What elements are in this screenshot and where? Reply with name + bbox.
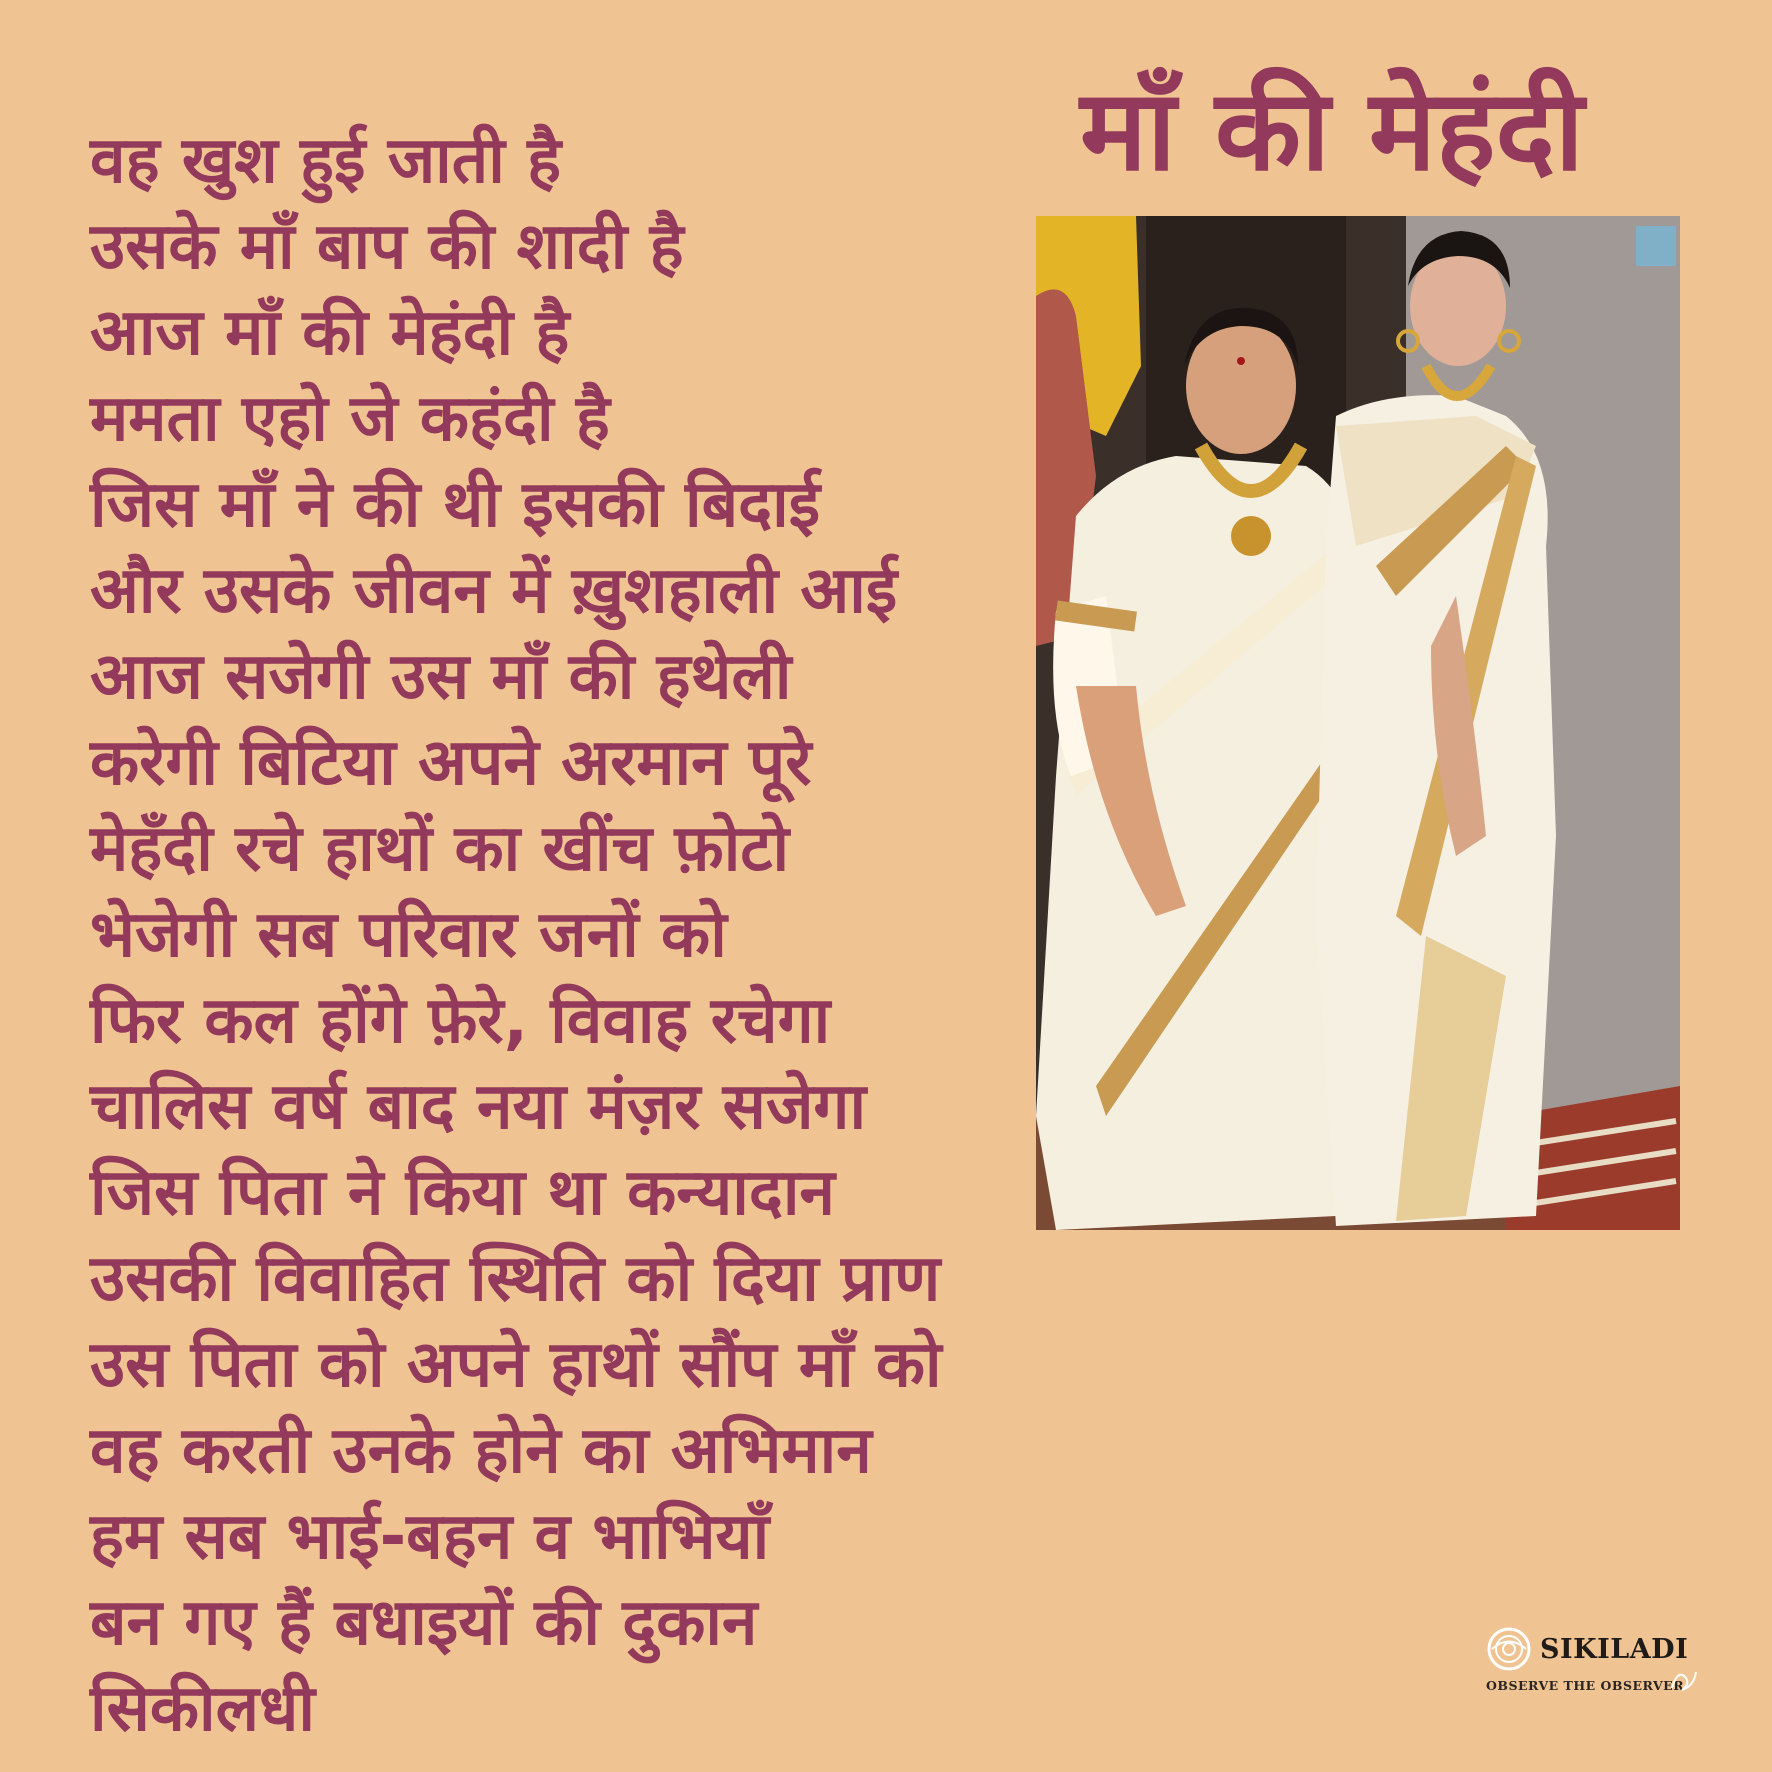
- photo-illustration: [1036, 216, 1680, 1230]
- signature-mark-icon: [1668, 1664, 1700, 1696]
- eye-logo-icon: [1486, 1626, 1532, 1672]
- poem-line: उसकी विवाहित स्थिति को दिया प्राण: [90, 1242, 941, 1316]
- poem-line: जिस पिता ने किया था कन्यादान: [90, 1156, 835, 1230]
- poem-line: फिर कल होंगे फ़ेरे, विवाह रचेगा: [90, 984, 831, 1058]
- photo-mother-daughter: [1036, 216, 1680, 1230]
- poem-line: बन गए हैं बधाइयों की दुकान: [90, 1586, 758, 1660]
- poem-line: चालिस वर्ष बाद नया मंज़र सजेगा: [90, 1070, 867, 1144]
- poem-lines: [90, 118, 942, 1752]
- poem-line: करेगी बिटिया अपने अरमान पूरे: [90, 726, 812, 800]
- poem-line: आज माँ की मेहंदी है: [90, 296, 570, 370]
- poem-line: जिस माँ ने की थी इसकी बिदाई: [90, 468, 821, 542]
- poem-line: भेजेगी सब परिवार जनों को: [90, 898, 727, 972]
- poem-line: ममता एहो जे कहंदी है: [90, 382, 610, 456]
- sikiladi-logo: [1486, 1626, 1706, 1706]
- poem-line: उस पिता को अपने हाथों सौंप माँ को: [90, 1328, 942, 1402]
- poem-line: सिकीलधी: [90, 1672, 315, 1746]
- logo-name: SIKILADI: [1540, 1634, 1689, 1665]
- poem-line: वह खुश हुई जाती है: [90, 124, 562, 198]
- poem-line: और उसके जीवन में ख़ुशहाली आई: [90, 554, 898, 628]
- logo-tagline: OBSERVE THE OBSERVER: [1486, 1678, 1685, 1693]
- poem-line: हम सब भाई-बहन व भाभियाँ: [90, 1500, 770, 1574]
- poem-title: माँ की मेहंदी: [1080, 66, 1584, 196]
- poem-line: वह करती उनके होने का अभिमान: [90, 1414, 872, 1488]
- poem-line: आज सजेगी उस माँ की हथेली: [90, 640, 792, 714]
- poem-line: उसके माँ बाप की शादी है: [90, 210, 684, 284]
- poem-line: मेहँदी रचे हाथों का खींच फ़ोटो: [90, 812, 790, 886]
